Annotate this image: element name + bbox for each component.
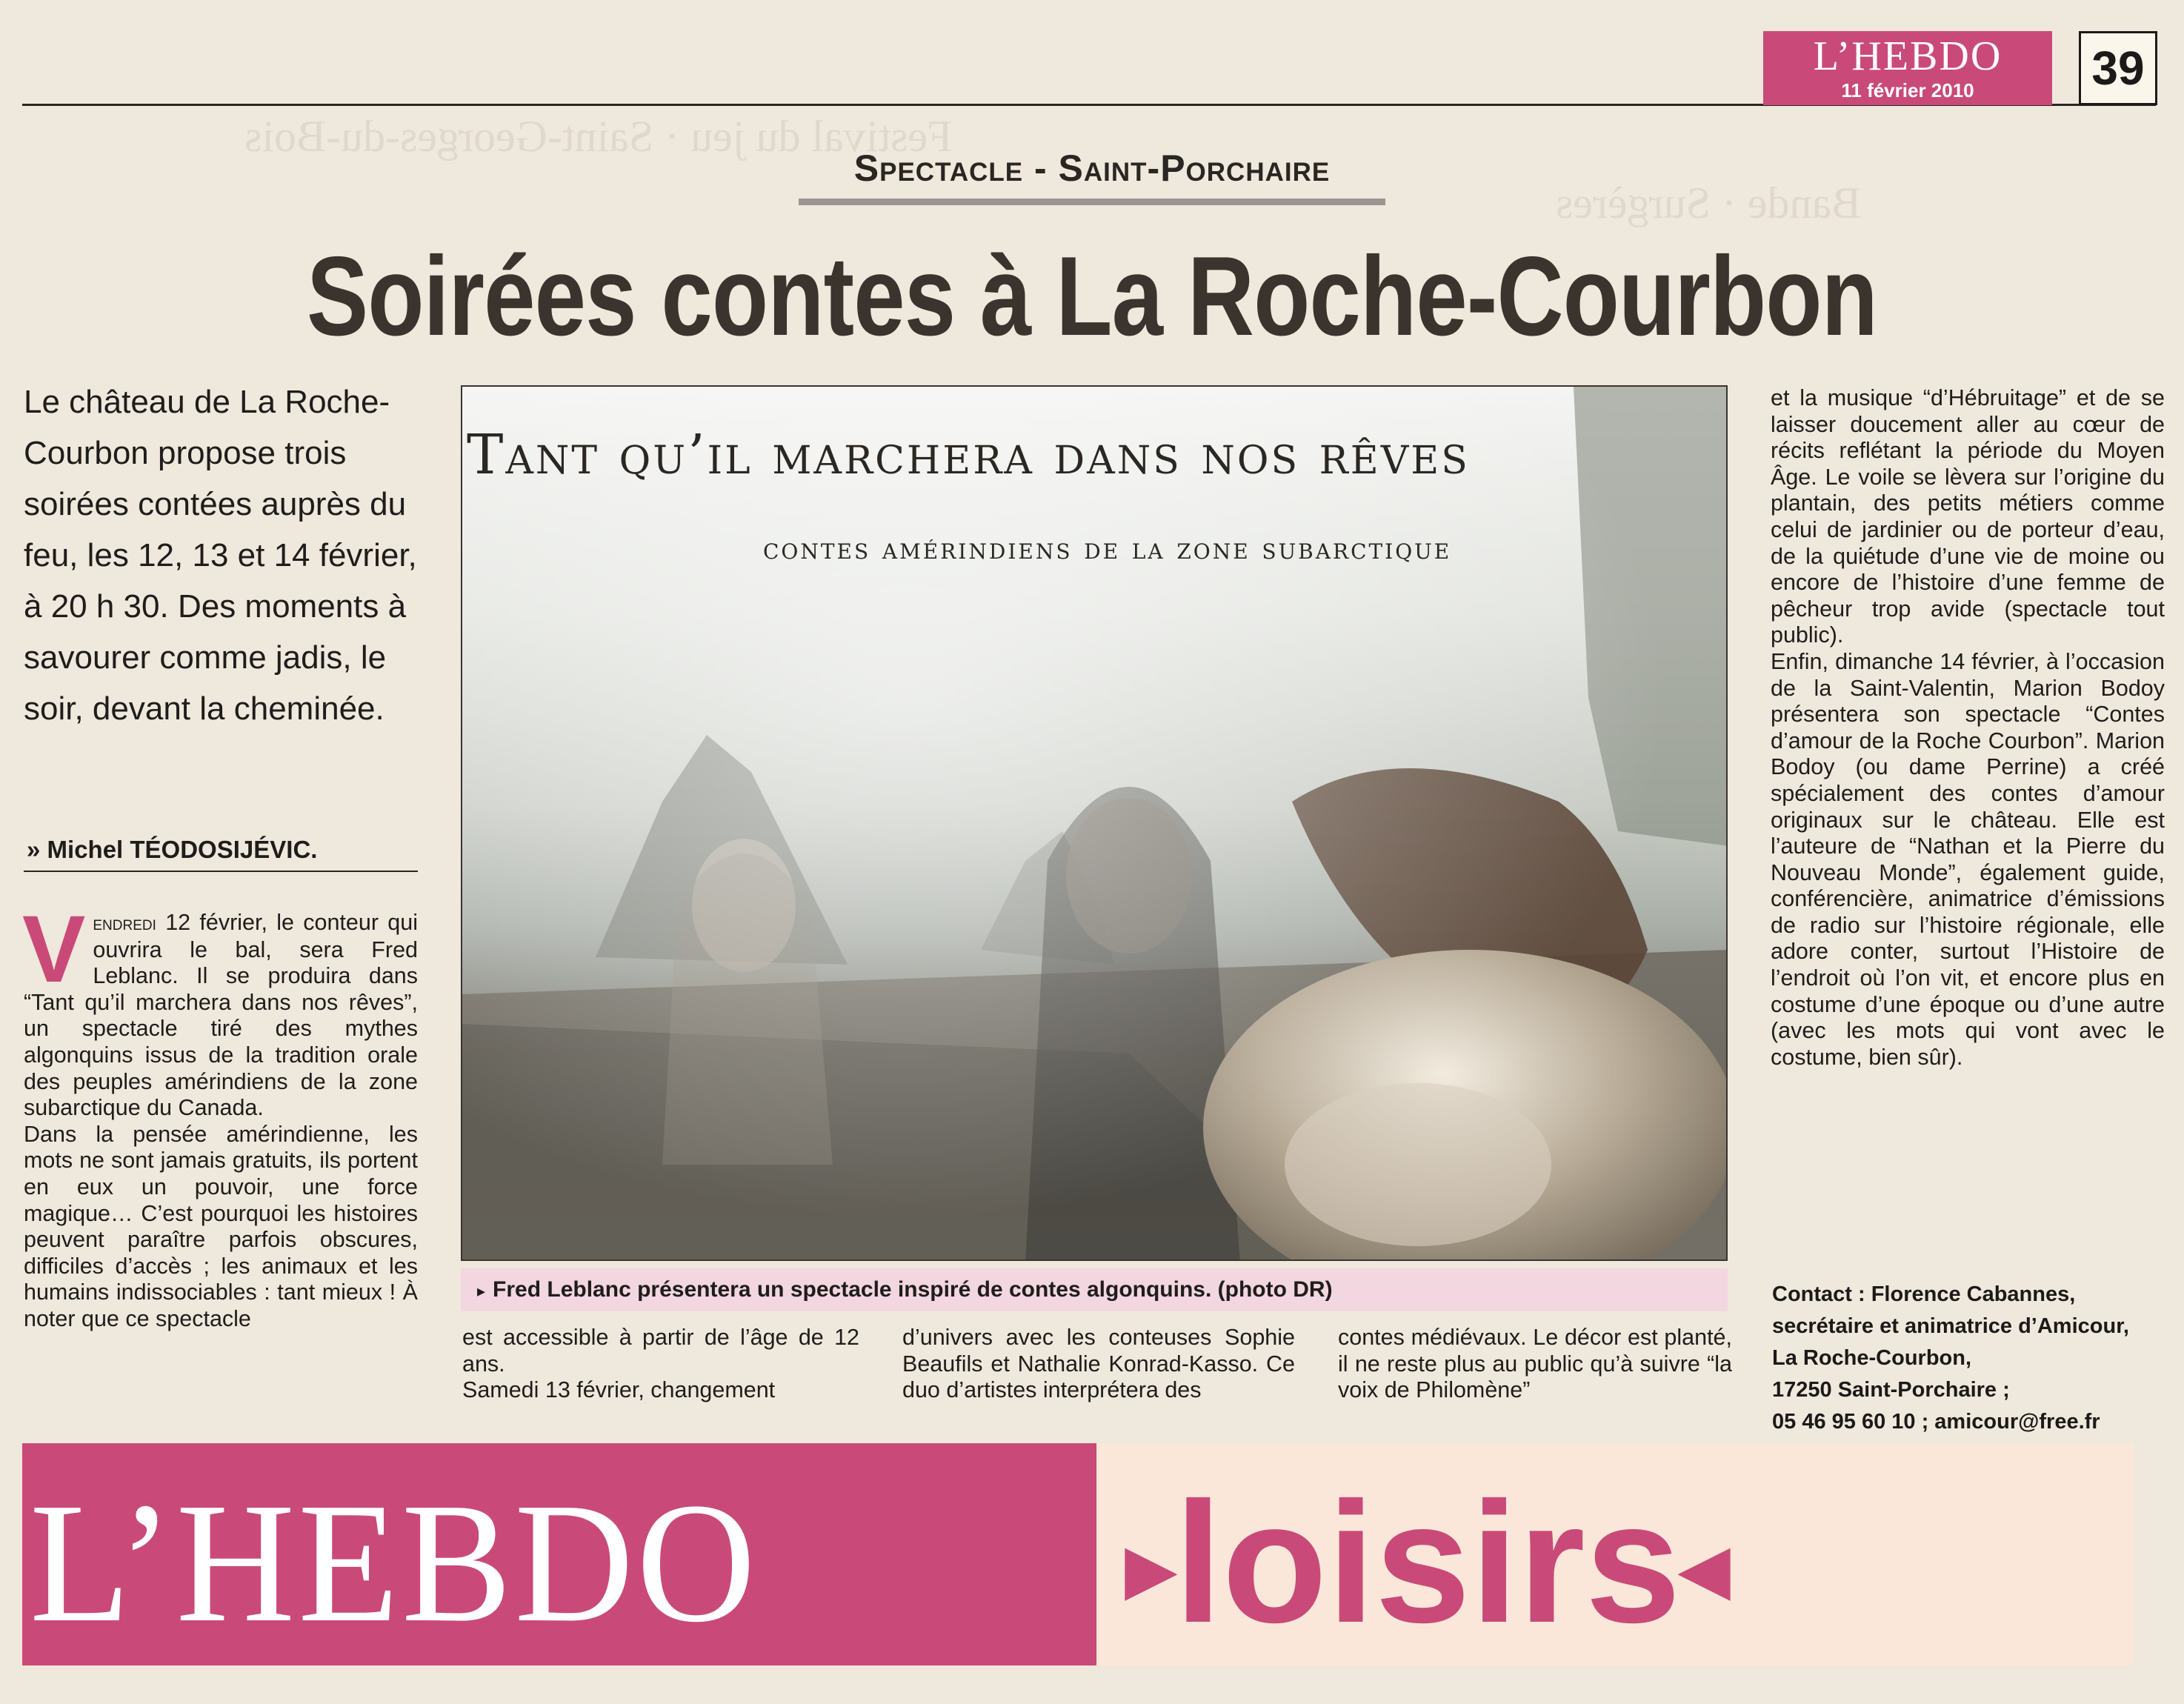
article-paragraph: et la musique “d’Hébruitage” et de se laisser doucement aller au cœur de récits reflétant la période du Moyen Âge. Le voile se lèvera sur l’origine du plantain, des petits métiers comme celui de jardinier ou de porteur d’eau, de la quiétude d’une vie de moine ou encore de l’histoire d’une femme de pêcheur trop avide (spectacle tout public). xyxy=(1771,385,2165,648)
byline-author: Michel TÉODOSIJÉVIC. xyxy=(47,836,318,863)
contact-line: secrétaire et animatrice d’Amicour, xyxy=(1772,1314,2129,1338)
article-paragraph: contes médiévaux. Le décor est planté, il ne reste plus au public qu’à suivre “la voix de Philomène” xyxy=(1338,1325,1732,1403)
photo-caption xyxy=(461,1268,1728,1311)
lead-paragraph: Le château de La Roche-Courbon propose trois soirées contées auprès du feu, les 12, 13 et 14 février, à 20 h 30. Des moments à savourer comme jadis, le soir, devant la cheminée. xyxy=(24,384,417,727)
footer-hebdo-wordmark: L’HEBDO xyxy=(30,1468,759,1658)
article-paragraph xyxy=(22,896,418,1122)
contact-line: 05 46 95 60 10 ; amicour@free.fr xyxy=(1772,1410,2100,1434)
caption-text: Fred Leblanc présentera un spectacle inspiré de contes algonquins. (photo DR) xyxy=(493,1277,1333,1302)
article-paragraph: d’univers avec les conteuses Sophie Beaufils et Nathalie Konrad-Kasso. Ce duo d’artistes interprétera des xyxy=(902,1325,1295,1403)
photo-subtitle: contes amérindiens de la zone subarctique xyxy=(763,532,1452,566)
article-paragraph: Samedi 13 février, changement xyxy=(462,1377,776,1403)
footer-loisirs xyxy=(1126,1467,2148,1659)
opening-word: endredi xyxy=(93,912,156,934)
article-column-2 xyxy=(462,1325,859,1404)
drop-cap: V xyxy=(22,896,86,1002)
headline: Soirées contes à La Roche-Courbon xyxy=(307,233,1877,359)
kicker-underline xyxy=(799,199,1385,205)
masthead-badge xyxy=(1763,31,2052,105)
contact-block xyxy=(1772,1279,2157,1438)
triangle-right-icon: ▸ xyxy=(1126,1512,1175,1620)
byline-marker: » xyxy=(27,836,41,863)
article-paragraph: est accessible à partir de l’âge de 12 ans. xyxy=(462,1325,859,1377)
masthead-name: L’HEBDO xyxy=(1813,33,2002,79)
article-text: 12 février, le conteur qui ouvrira le bal, sera Fred Leblanc. Il se produira dans “Tant qu’il marchera dans nos rêves”, un spectacle tiré des mythes algonquins issus de la tradition orale des peuples amérindiens de la zone subarctique du Canada. xyxy=(24,910,418,1121)
section-kicker: Spectacle - Saint-Porchaire xyxy=(853,147,1331,189)
article-column-1 xyxy=(22,896,418,1333)
contact-line: La Roche-Courbon, xyxy=(1772,1346,1972,1370)
masthead-date: 11 février 2010 xyxy=(1841,79,1974,101)
bleed-through-text: Festival du jeu · Saint-Georges-du-Bois xyxy=(244,112,953,161)
photo-illustration xyxy=(462,387,1728,1261)
article-paragraph: Enfin, dimanche 14 février, à l’occasion de la Saint-Valentin, Marion Bodoy présentera son spectacle “Contes d’amour de la Roche Courbon”. Marion Bodoy (ou dame Perrine) a créé spécialement des contes d’amour originaux sur le château. Elle est l’auteure de “Nathan et la Pierre du Nouveau Monde”, également guide, conférencière, animatrice d’émissions de radio sur l’histoire régionale, elle adore conter, surtout l’Histoire de l’endroit où l’on vit, et encore plus en costume d’une époque ou d’une autre (avec les mots qui vont avec le costume, bien sûr). xyxy=(1771,648,2165,1070)
photo-title: Tant qu’il marchera dans nos rêves xyxy=(467,423,1470,487)
article-photo xyxy=(461,385,1728,1261)
page-number: 39 xyxy=(2079,31,2157,105)
contact-line: Contact : Florence Cabannes, xyxy=(1772,1282,2076,1306)
bleed-through-text: Bande · Surgères xyxy=(1556,179,1862,227)
byline-rule xyxy=(24,871,418,872)
article-column-5 xyxy=(1771,385,2165,1071)
article-column-4 xyxy=(1338,1325,1732,1404)
article-paragraph: Dans la pensée amérindienne, les mots ne sont jamais gratuits, ils portent en eux un pouvoir, une force magique… C’est pourquoi les histoires peuvent paraître parfois obscures, difficiles d’accès ; les animaux et les humains indissociables : tant mieux ! À noter que ce spectacle xyxy=(24,1121,418,1331)
contact-line: 17250 Saint-Porchaire ; xyxy=(1772,1378,2010,1402)
byline xyxy=(27,836,317,864)
article-column-3 xyxy=(902,1325,1295,1404)
caption-marker: ▸ xyxy=(477,1282,486,1300)
footer-loisirs-label: loisirs xyxy=(1174,1467,1681,1659)
fog-overlay xyxy=(462,387,1728,1261)
triangle-left-icon: ◂ xyxy=(1680,1512,1729,1620)
